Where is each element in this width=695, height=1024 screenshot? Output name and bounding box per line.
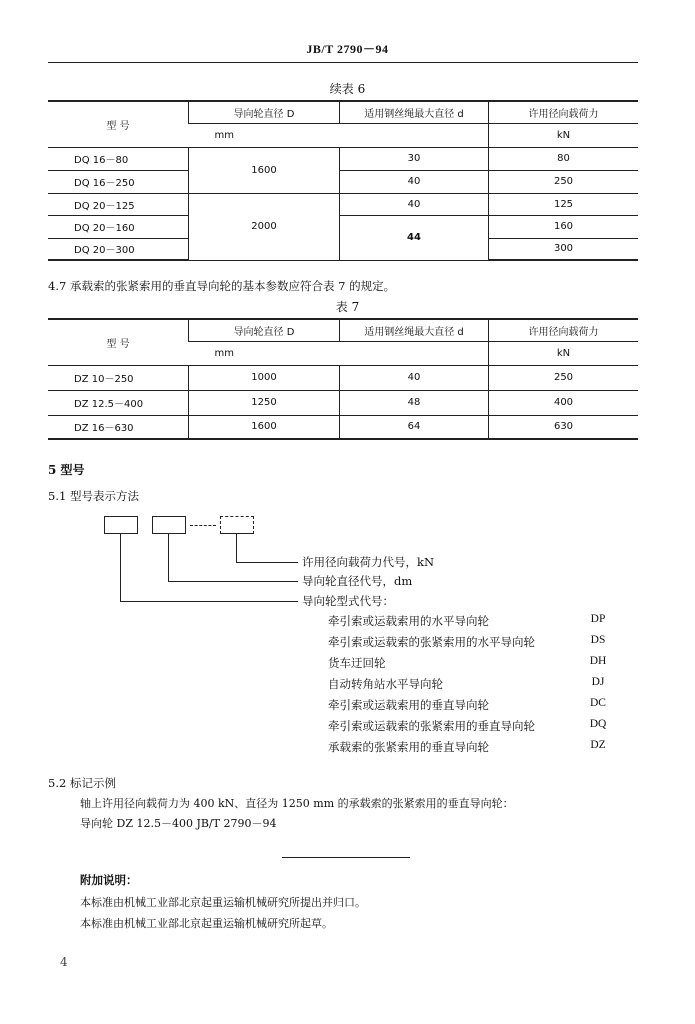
table7-col-name: 型 号 bbox=[48, 319, 189, 365]
page-header: JB/T 2790－94 bbox=[306, 42, 389, 56]
table6-dia-2000: 2000 bbox=[189, 193, 340, 260]
table-cell: 1000 bbox=[189, 365, 340, 390]
type-item-code: DJ bbox=[591, 676, 605, 688]
table-cell: 1250 bbox=[189, 390, 340, 415]
section-5-1-heading: 5.1 型号表示方法 bbox=[48, 489, 139, 503]
type-item-text: 牵引索或运载索用的垂直导向轮 bbox=[328, 698, 489, 712]
note-line: 本标准由机械工业部北京起重运输机械研究所起草。 bbox=[80, 917, 333, 930]
table-cell: 250 bbox=[489, 365, 639, 390]
page-number: 4 bbox=[60, 955, 68, 969]
type-item-text: 自动转角站水平导向轮 bbox=[328, 677, 443, 691]
table-cell: 40 bbox=[340, 365, 489, 390]
table6-dia-1600: 1600 bbox=[189, 147, 340, 193]
table7-unit-kn: kN bbox=[489, 341, 639, 365]
table6-unit-kn: kN bbox=[489, 123, 639, 147]
table-cell: 80 bbox=[489, 147, 639, 170]
table-row: DQ 20－125 bbox=[48, 193, 189, 215]
table6-col-d2: 适用钢丝绳最大直径 d bbox=[340, 101, 489, 123]
table-cell: 44 bbox=[340, 215, 489, 260]
table-row: DQ 16－250 bbox=[48, 170, 189, 193]
table6-col-name: 型 号 bbox=[48, 101, 189, 147]
table-row: DZ 12.5－400 bbox=[48, 390, 189, 415]
table-cell: 160 bbox=[489, 215, 639, 238]
note-line: 本标准由机械工业部北京起重运输机械研究所提出并归口。 bbox=[80, 896, 366, 909]
table-row: DZ 10－250 bbox=[48, 365, 189, 390]
table7-col-load: 许用径向载荷力 bbox=[489, 319, 639, 341]
example-text: 轴上许用径向载荷力为 400 kN、直径为 1250 mm 的承载索的张紧索用的垂直导向轮： bbox=[80, 797, 514, 810]
section-5-heading: 5 型号 bbox=[48, 463, 85, 477]
table-row: DQ 20－300 bbox=[48, 238, 189, 260]
type-item-text: 牵引索或运载索的张紧索用的水平导向轮 bbox=[328, 635, 535, 649]
table6-col-d1: 导向轮直径 D bbox=[189, 101, 340, 123]
type-item-text: 承载索的张紧索用的垂直导向轮 bbox=[328, 740, 489, 754]
paragraph-4-7: 4.7 承载索的张紧索用的垂直导向轮的基本参数应符合表 7 的规定。 bbox=[48, 279, 396, 293]
label-type-code: 导向轮型式代号： bbox=[302, 594, 394, 608]
table6-unit-mm: mm bbox=[189, 123, 489, 147]
code-dash bbox=[190, 525, 216, 526]
table-row: DQ 20－160 bbox=[48, 215, 189, 238]
table7-col-d2: 适用钢丝绳最大直径 d bbox=[340, 319, 489, 341]
table-cell: 40 bbox=[340, 193, 489, 215]
code-box-type bbox=[104, 516, 138, 534]
type-item-code: DS bbox=[590, 634, 606, 646]
table-cell: 300 bbox=[489, 238, 639, 260]
table6 bbox=[48, 100, 638, 261]
table7-col-d1: 导向轮直径 D bbox=[189, 319, 340, 341]
notes-title: 附加说明： bbox=[80, 873, 138, 887]
table7 bbox=[48, 318, 638, 440]
example-code: 导向轮 DZ 12.5－400 JB/T 2790－94 bbox=[80, 817, 277, 830]
table-cell: 40 bbox=[340, 170, 489, 193]
leader-type-vertical bbox=[120, 533, 121, 601]
type-item-code: DC bbox=[590, 697, 606, 709]
table7-caption: 表 7 bbox=[335, 300, 360, 314]
section-5-2-heading: 5.2 标记示例 bbox=[48, 776, 116, 790]
type-item-text: 货车迂回轮 bbox=[328, 656, 386, 670]
type-item-code: DZ bbox=[590, 739, 606, 751]
type-item-code: DH bbox=[589, 655, 607, 667]
table6-col-load: 许用径向载荷力 bbox=[489, 101, 639, 123]
type-item-text: 牵引索或运载索的张紧索用的垂直导向轮 bbox=[328, 719, 535, 733]
code-box-diameter bbox=[152, 516, 186, 534]
table6-caption: 续表 6 bbox=[329, 82, 366, 96]
table-cell: 630 bbox=[489, 415, 639, 439]
label-diameter-code: 导向轮直径代号，dm bbox=[302, 574, 413, 588]
code-box-load bbox=[220, 516, 254, 534]
table7-unit-mm: mm bbox=[189, 341, 489, 365]
table-cell: 400 bbox=[489, 390, 639, 415]
table-cell: 250 bbox=[489, 170, 639, 193]
type-item-code: DP bbox=[590, 613, 606, 625]
table-cell: 1600 bbox=[189, 415, 340, 439]
header-rule bbox=[48, 62, 638, 63]
leader-diameter-vertical bbox=[168, 533, 169, 581]
notes-separator bbox=[282, 857, 410, 858]
table-cell: 64 bbox=[340, 415, 489, 439]
leader-diameter-horizontal bbox=[168, 581, 298, 582]
table-cell: 48 bbox=[340, 390, 489, 415]
table-cell: 125 bbox=[489, 193, 639, 215]
type-item-text: 牵引索或运载索用的水平导向轮 bbox=[328, 614, 489, 628]
leader-type-horizontal bbox=[120, 601, 298, 602]
table-row: DQ 16－80 bbox=[48, 147, 189, 170]
leader-load-horizontal bbox=[236, 562, 298, 563]
leader-load-vertical bbox=[236, 533, 237, 562]
table-cell: 30 bbox=[340, 147, 489, 170]
table-row: DZ 16－630 bbox=[48, 415, 189, 439]
type-item-code: DQ bbox=[589, 718, 607, 730]
label-load-code: 许用径向载荷力代号，kN bbox=[302, 555, 435, 569]
